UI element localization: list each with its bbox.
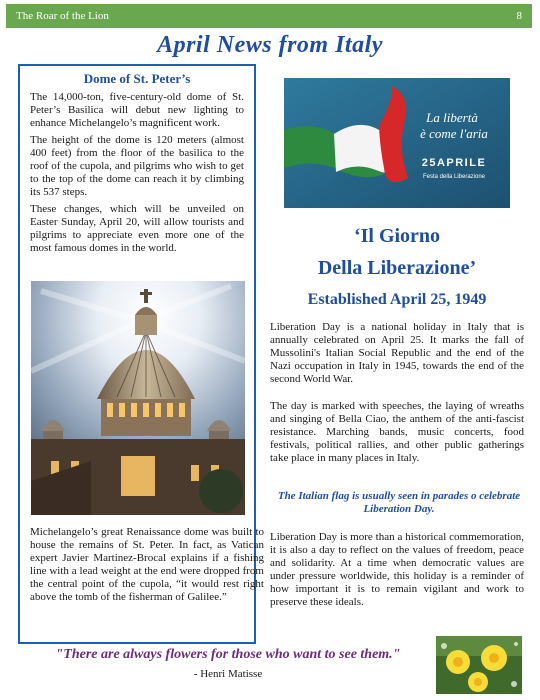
dome-article-box — [18, 64, 264, 644]
dome-paragraph-1: The 14,000-ton, five-century-old dome of St. Peter’s Basilica will debut new lighting to enhance Michelangelo’s magnificent work. — [30, 91, 244, 129]
daffodils-photo — [436, 636, 522, 694]
dome-caption: Michelangelo’s great Renaissance dome was built to house the remains of St. Peter. In fact, as Vatican expert Javier Martinez-Brocal explains if a fishing line with a lead weight at the end were dropped from the central point of the cupola, “it would rest right above the tomb of the fisherman of Galilee.” — [30, 526, 264, 603]
banner-tagline-2: è come l'aria — [420, 126, 488, 141]
banner-date: 25APRILE — [421, 157, 487, 169]
dome-article-title: Dome of St. Peter’s — [83, 71, 191, 86]
banner-subtitle: Festa della Liberazione — [422, 174, 486, 180]
liberation-paragraph-3-text: Liberation Day is more than a historical commemoration, it is also a day to reflect on the values of freedom, peace and solidarity. At a time when democratic values are under pressure worldwide, this holiday is a reminder of how important it is to remain vigilant and work to preserve these ideals. — [270, 531, 524, 608]
liberation-paragraph-2 — [270, 400, 524, 465]
matisse-quote: "There are always flowers for those who want to see them." — [55, 647, 401, 662]
headline-line-2: Della Liberazione’ — [317, 257, 477, 279]
publication-name: The Roar of the Lion — [16, 10, 109, 22]
dome-paragraph-3: These changes, which will be unveiled on Easter Sunday, April 20, will allow tourists and pilgrims to appreciate even more one of the most famous domes in the world. — [30, 203, 244, 254]
liberation-day-banner — [284, 78, 510, 208]
liberation-paragraph-1-text: Liberation Day is a national holiday in Italy that is annually celebrated on April 25. It marks the fall of Mussolini's Italian Social Republic and the end of the Nazi occupation in Italy in 1945, towards the end of the second World War. — [270, 321, 524, 385]
liberation-paragraph-1 — [270, 321, 524, 386]
dome-paragraph-2: The height of the dome is 120 meters (almost 400 feet) from the floor of the basilica to the roof of the cupola, and pilgrims who wish to get to the top of the dome can reach it by climbing its 537 steps. — [30, 134, 244, 198]
page-number: 8 — [516, 10, 522, 22]
banner-tagline-1: La libertà — [426, 110, 478, 125]
liberation-paragraph-3 — [270, 531, 524, 609]
st-peters-dome-photo — [31, 281, 245, 515]
flag-note: The Italian flag is usually seen in parades o celebrate Liberation Day. — [277, 490, 521, 515]
page-title: April News from Italy — [157, 32, 383, 58]
quote-author: - Henri Matisse — [193, 668, 263, 680]
subheadline: Established April 25, 1949 — [307, 291, 487, 308]
liberation-paragraph-2-text: The day is marked with speeches, the laying of wreaths and singing of Bella Ciao, the anthem of the anti-fascist resistance. Marching bands, music concerts, food festivals, political rallies, and other public gatherings take place in many places in Italy. — [270, 400, 524, 464]
headline-line-1: ‘Il Giorno — [353, 225, 441, 247]
header-bar — [6, 4, 532, 28]
